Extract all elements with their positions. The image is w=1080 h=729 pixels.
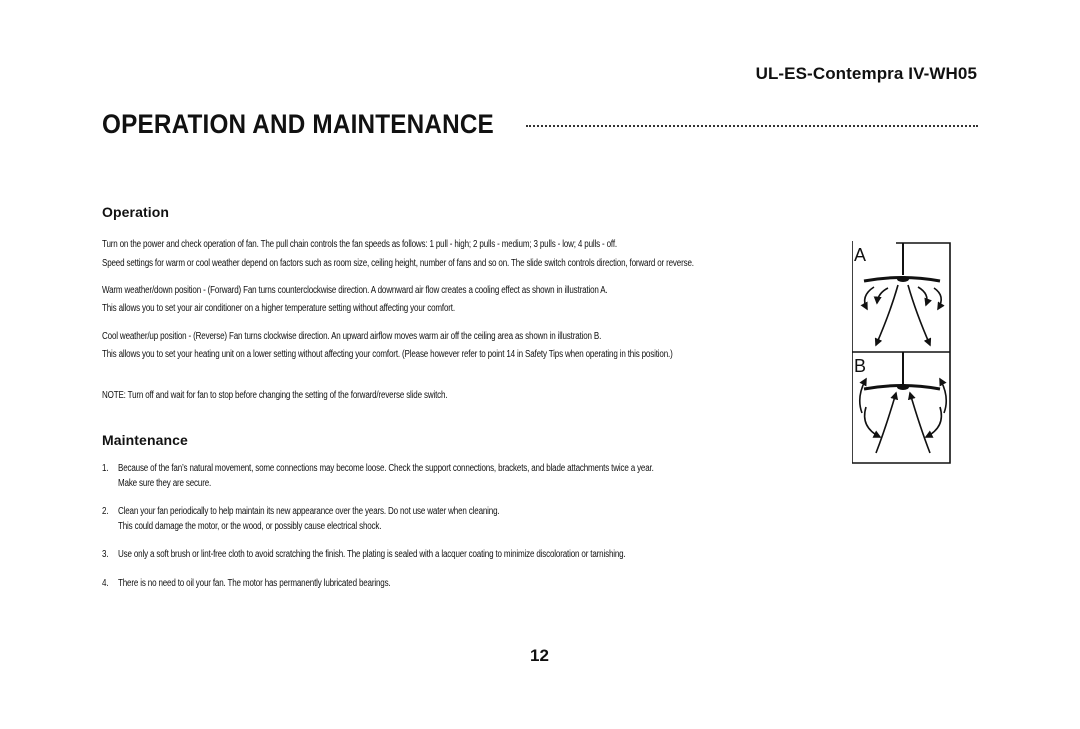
list-text-line: Clean your fan periodically to help maintain its new appearance over the years. Do not use water when cleaning.: [118, 506, 500, 517]
illustration-b-panel: [852, 352, 950, 463]
airflow-arrow: [876, 285, 898, 345]
airflow-arrow: [876, 393, 896, 453]
operation-heading: Operation: [102, 204, 170, 220]
title-row: [102, 106, 978, 138]
title-leader-dots: [526, 125, 979, 127]
operation-paragraph-6: This allows you to set your heating unit on a lower setting without affecting your comfort. (Please however refer to point 14 in Safety Tips when operating in this position.): [102, 349, 673, 360]
airflow-arrow: [877, 288, 888, 303]
airflow-arrow: [865, 407, 880, 437]
list-number: 3.: [102, 549, 109, 560]
list-number: 4.: [102, 578, 109, 589]
airflow-arrow: [926, 407, 941, 437]
airflow-arrow: [910, 393, 930, 453]
fan-airflow-illustration: [852, 241, 952, 464]
list-text-line: This could damage the motor, or the wood, or possibly cause electrical shock.: [118, 521, 382, 532]
airflow-arrow: [865, 287, 874, 309]
list-number: 2.: [102, 506, 109, 517]
list-text-line: Because of the fan’s natural movement, some connections may become loose. Check the support connections, brackets, and blade attachments twice a year.: [118, 463, 654, 474]
illustration-b-label: B: [854, 356, 867, 376]
illustration-a-panel: [852, 241, 950, 352]
page-title: OPERATION AND MAINTENANCE: [102, 109, 494, 139]
operation-paragraph-5: Cool weather/up position - (Reverse) Fan turns clockwise direction. An upward airflow moves warm air off the ceiling area as shown in illustration B.: [102, 331, 602, 342]
operation-paragraph-3: Warm weather/down position - (Forward) Fan turns counterclockwise direction. A downward air flow creates a cooling effect as shown in illustration A.: [102, 285, 608, 296]
list-item: [102, 576, 450, 591]
operation-paragraph-1: Turn on the power and check operation of fan. The pull chain controls the fan speeds as follows: 1 pull - high; 2 pulls - medium; 3 pulls - low; 4 pulls - off.: [102, 239, 617, 250]
page-number: 12: [530, 646, 549, 665]
illustration-a-label: A: [854, 245, 867, 265]
model-number: UL-ES-Contempra IV-WH05: [755, 64, 977, 83]
list-item: [102, 461, 771, 491]
list-item: [102, 547, 737, 562]
operation-paragraph-2: Speed settings for warm or cool weather depend on factors such as room size, ceiling height, number of fans and so on. The slide switch controls direction, forward or reverse.: [102, 258, 694, 269]
airflow-arrow: [918, 287, 927, 305]
list-text-line: There is no need to oil your fan. The motor has permanently lubricated bearings.: [118, 578, 391, 589]
list-number: 1.: [102, 463, 109, 474]
list-text-line: Make sure they are secure.: [118, 478, 212, 489]
list-item: [102, 504, 583, 534]
airflow-arrow: [934, 288, 941, 309]
operation-note: NOTE: Turn off and wait for fan to stop before changing the setting of the forward/reverse slide switch.: [102, 390, 448, 401]
maintenance-heading: Maintenance: [102, 432, 188, 448]
operation-paragraph-4: This allows you to set your air conditioner on a higher temperature setting without affecting your comfort.: [102, 303, 455, 314]
airflow-arrow: [908, 285, 930, 345]
list-text-line: Use only a soft brush or lint-free cloth to avoid scratching the finish. The plating is sealed with a lacquer coating to minimize discoloration or tarnishing.: [118, 549, 626, 560]
